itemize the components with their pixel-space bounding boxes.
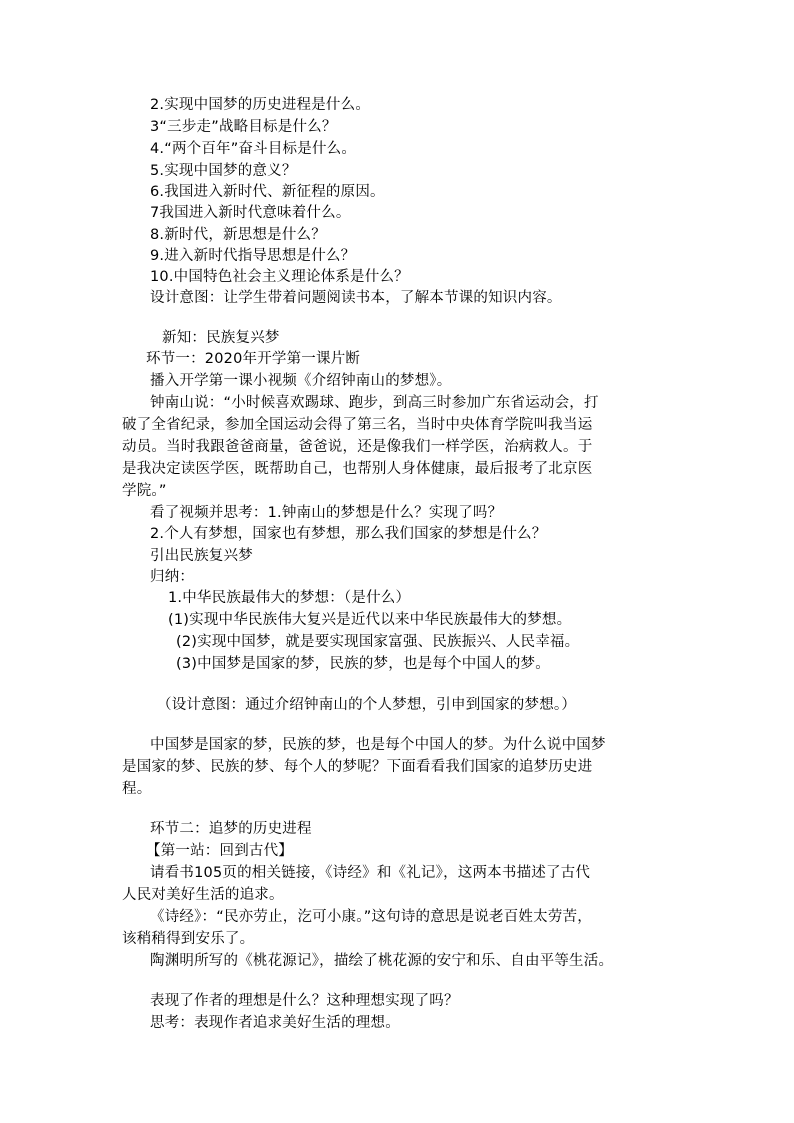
paragraph-text: 表现了作者的理想是什么？这种理想实现了吗？: [150, 993, 459, 1009]
paragraph-text: 播入开学第一课小视频《介绍钟南山的梦想》。: [150, 373, 452, 389]
paragraph-text: 归纳：: [150, 569, 195, 585]
design-intent-text: （设计意图：通过介绍钟南山的个人梦想，引申到国家的梦想。）: [157, 697, 577, 713]
quote-line: 是我决定读医学医，既帮助自己，也帮别人身体健康，最后报考了北京医: [122, 461, 593, 477]
quote-line: 学院。”: [122, 483, 167, 499]
question-item: 9.进入新时代指导思想是什么？: [150, 248, 356, 264]
paragraph-text: 看了视频并思考：1.钟南山的梦想是什么？实现了吗？: [150, 505, 503, 521]
design-intent-text: 设计意图：让学生带着问题阅读书本，了解本节课的知识内容。: [150, 290, 562, 306]
question-item: 10.中国特色社会主义理论体系是什么？: [150, 269, 409, 285]
summary-item: (1)实现中华民族伟大复兴是近代以来中华民族最伟大的梦想。: [168, 612, 572, 628]
quote-line: 破了全省纪录，参加全国运动会得了第三名，当时中央体育学院叫我当运: [122, 417, 593, 433]
link-title: 环节二：追梦的历史进程: [150, 821, 312, 837]
paragraph-line: 该稍稍得到安乐了。: [122, 931, 255, 947]
paragraph-line: 请看书105页的相关链接，《诗经》和《礼记》，这两本书描述了古代: [150, 865, 591, 881]
paragraph-text: 陶渊明所写的《桃花源记》，描绘了桃花源的安宁和乐、自由平等生活。: [150, 953, 614, 969]
quote-line: 钟南山说：“小时候喜欢踢球、跑步，到高三时参加广东省运动会，打: [150, 395, 599, 411]
summary-item: 1.中华民族最伟大的梦想：（是什么）: [168, 590, 411, 606]
paragraph-line: 人民对美好生活的追求。: [122, 887, 284, 903]
summary-item: (2)实现中国梦，就是要实现国家富强、民族振兴、人民幸福。: [176, 634, 580, 650]
question-item: 4.“两个百年”奋斗目标是什么。: [150, 141, 357, 157]
paragraph-line: 中国梦是国家的梦，民族的梦，也是每个中国人的梦。为什么说中国梦: [150, 737, 606, 753]
paragraph-line: 《诗经》：“民亦劳止，汔可小康。”这句诗的意思是说老百姓太劳苦，: [150, 909, 592, 925]
quote-line: 动员。当时我跟爸爸商量，爸爸说，还是像我们一样学医，治病救人。于: [122, 439, 593, 455]
paragraph-text: 2.个人有梦想，国家也有梦想，那么我们国家的梦想是什么？: [150, 526, 547, 542]
paragraph-line: 程。: [122, 781, 152, 797]
question-item: 2.实现中国梦的历史进程是什么。: [150, 97, 371, 113]
question-item: 6.我国进入新时代、新征程的原因。: [150, 184, 385, 200]
paragraph-text: 引出民族复兴梦: [150, 548, 253, 564]
stop-title: 【第一站：回到古代】: [146, 843, 293, 859]
question-item: 3“三步走”战略目标是什么？: [150, 119, 337, 135]
question-item: 8.新时代，新思想是什么？: [150, 227, 326, 243]
paragraph-text: 思考：表现作者追求美好生活的理想。: [150, 1015, 400, 1031]
section-title: 新知：民族复兴梦: [162, 330, 280, 346]
paragraph-line: 是国家的梦、民族的梦、每个人的梦呢？下面看看我们国家的追梦历史进: [122, 759, 593, 775]
link-title: 环节一：2020年开学第一课片断: [146, 351, 361, 367]
summary-item: (3)中国梦是国家的梦，民族的梦，也是每个中国人的梦。: [176, 656, 550, 672]
question-item: 5.实现中国梦的意义？: [150, 163, 297, 179]
question-item: 7我国进入新时代意味着什么。: [150, 205, 351, 221]
